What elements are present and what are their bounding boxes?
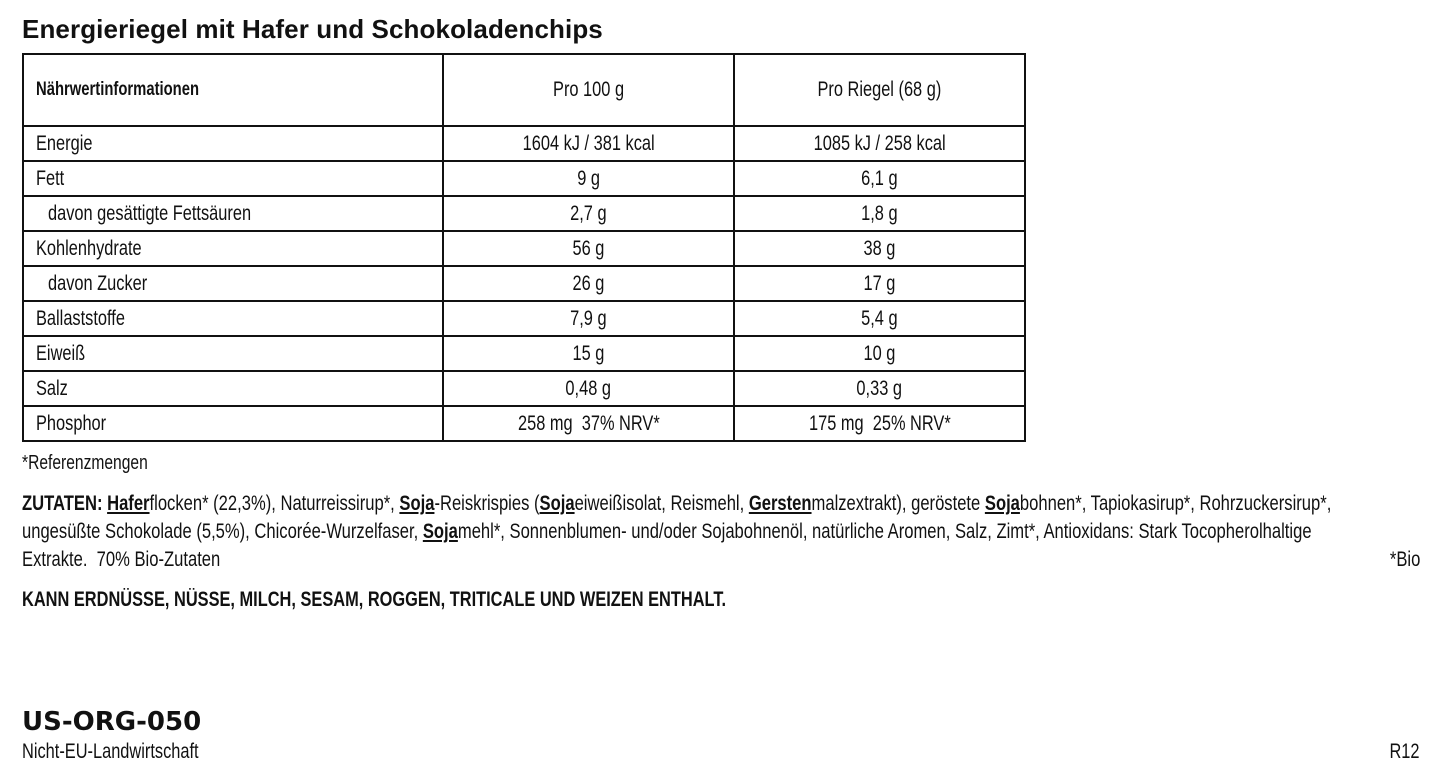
allergen-highlight: Hafer	[107, 492, 150, 515]
row-value-per-bar: 6,1 g	[734, 161, 1025, 196]
table-row	[23, 301, 1025, 336]
ingredients-lead: ZUTATEN:	[22, 492, 103, 515]
row-label: Phosphor	[23, 406, 443, 441]
row-value-per-bar: 175 mg 25% NRV*	[734, 406, 1025, 441]
footnote-reference: *Referenzmengen	[22, 452, 148, 474]
row-value-per-100g: 2,7 g	[443, 196, 734, 231]
organic-code: US-ORG-050	[22, 707, 202, 737]
ingredients-line: ungesüßte Schokolade (5,5%), Chicorée-Wurzelfaser, Sojamehl*, Sonnenblumen- und/oder Sojabohnenöl, natürliche Aromen, Salz, Zimt*, Antioxidans: Stark Tocopherolhaltige	[22, 520, 1312, 543]
row-label: davon gesättigte Fettsäuren	[23, 196, 443, 231]
row-value-per-bar: 1085 kJ / 258 kcal	[734, 126, 1025, 161]
ingredients-text	[22, 490, 1420, 574]
row-label: davon Zucker	[23, 266, 443, 301]
row-value-per-100g: 0,48 g	[443, 371, 734, 406]
revision-code: R12	[1389, 740, 1420, 763]
ingredients-line: ZUTATEN: Haferflocken* (22,3%), Naturreissirup*, Soja-Reiskrispies (Sojaeiweißisolat, Reismehl, Gerstenmalzextrakt), geröstete Sojabohnen*, Tapiokasirup*, Rohrzuckersirup*,	[22, 492, 1332, 515]
row-value-per-bar: 1,8 g	[734, 196, 1025, 231]
row-value-per-100g: 9 g	[443, 161, 734, 196]
row-value-per-bar: 5,4 g	[734, 301, 1025, 336]
table-row	[23, 266, 1025, 301]
product-title: Energieriegel mit Hafer und Schokoladenchips	[22, 14, 603, 44]
table-row	[23, 371, 1025, 406]
row-value-per-100g: 7,9 g	[443, 301, 734, 336]
header-nutrition-info: Nährwertinformationen	[23, 54, 443, 126]
row-label: Kohlenhydrate	[23, 231, 443, 266]
allergen-highlight: Soja	[399, 492, 435, 515]
row-label: Fett	[23, 161, 443, 196]
row-value-per-100g: 56 g	[443, 231, 734, 266]
row-value-per-100g: 1604 kJ / 381 kcal	[443, 126, 734, 161]
table-row	[23, 406, 1025, 441]
header-per-bar: Pro Riegel (68 g)	[734, 54, 1025, 126]
table-row	[23, 231, 1025, 266]
allergen-highlight: Soja	[539, 492, 575, 515]
table-row	[23, 161, 1025, 196]
row-value-per-bar: 0,33 g	[734, 371, 1025, 406]
table-row	[23, 196, 1025, 231]
row-value-per-100g: 26 g	[443, 266, 734, 301]
allergen-highlight: Soja	[422, 520, 458, 543]
ingredients-line: Extrakte. 70% Bio-Zutaten *Bio	[22, 546, 1420, 574]
nutrition-table	[22, 53, 1026, 442]
row-label: Energie	[23, 126, 443, 161]
bio-note: *Bio	[1389, 548, 1421, 571]
allergen-highlight: Gersten	[748, 492, 812, 515]
row-label: Eiweiß	[23, 336, 443, 371]
row-value-per-bar: 38 g	[734, 231, 1025, 266]
origin-text: Nicht-EU-Landwirtschaft	[22, 740, 199, 763]
table-row	[23, 126, 1025, 161]
allergen-warning: KANN ERDNÜSSE, NÜSSE, MILCH, SESAM, ROGGEN, TRITICALE UND WEIZEN ENTHALT.	[22, 588, 727, 611]
row-value-per-bar: 17 g	[734, 266, 1025, 301]
table-row	[23, 336, 1025, 371]
row-value-per-bar: 10 g	[734, 336, 1025, 371]
row-value-per-100g: 258 mg 37% NRV*	[443, 406, 734, 441]
table-header-row	[23, 54, 1025, 126]
allergen-highlight: Soja	[984, 492, 1020, 515]
header-per-100g: Pro 100 g	[443, 54, 734, 126]
row-label: Salz	[23, 371, 443, 406]
row-value-per-100g: 15 g	[443, 336, 734, 371]
row-label: Ballaststoffe	[23, 301, 443, 336]
